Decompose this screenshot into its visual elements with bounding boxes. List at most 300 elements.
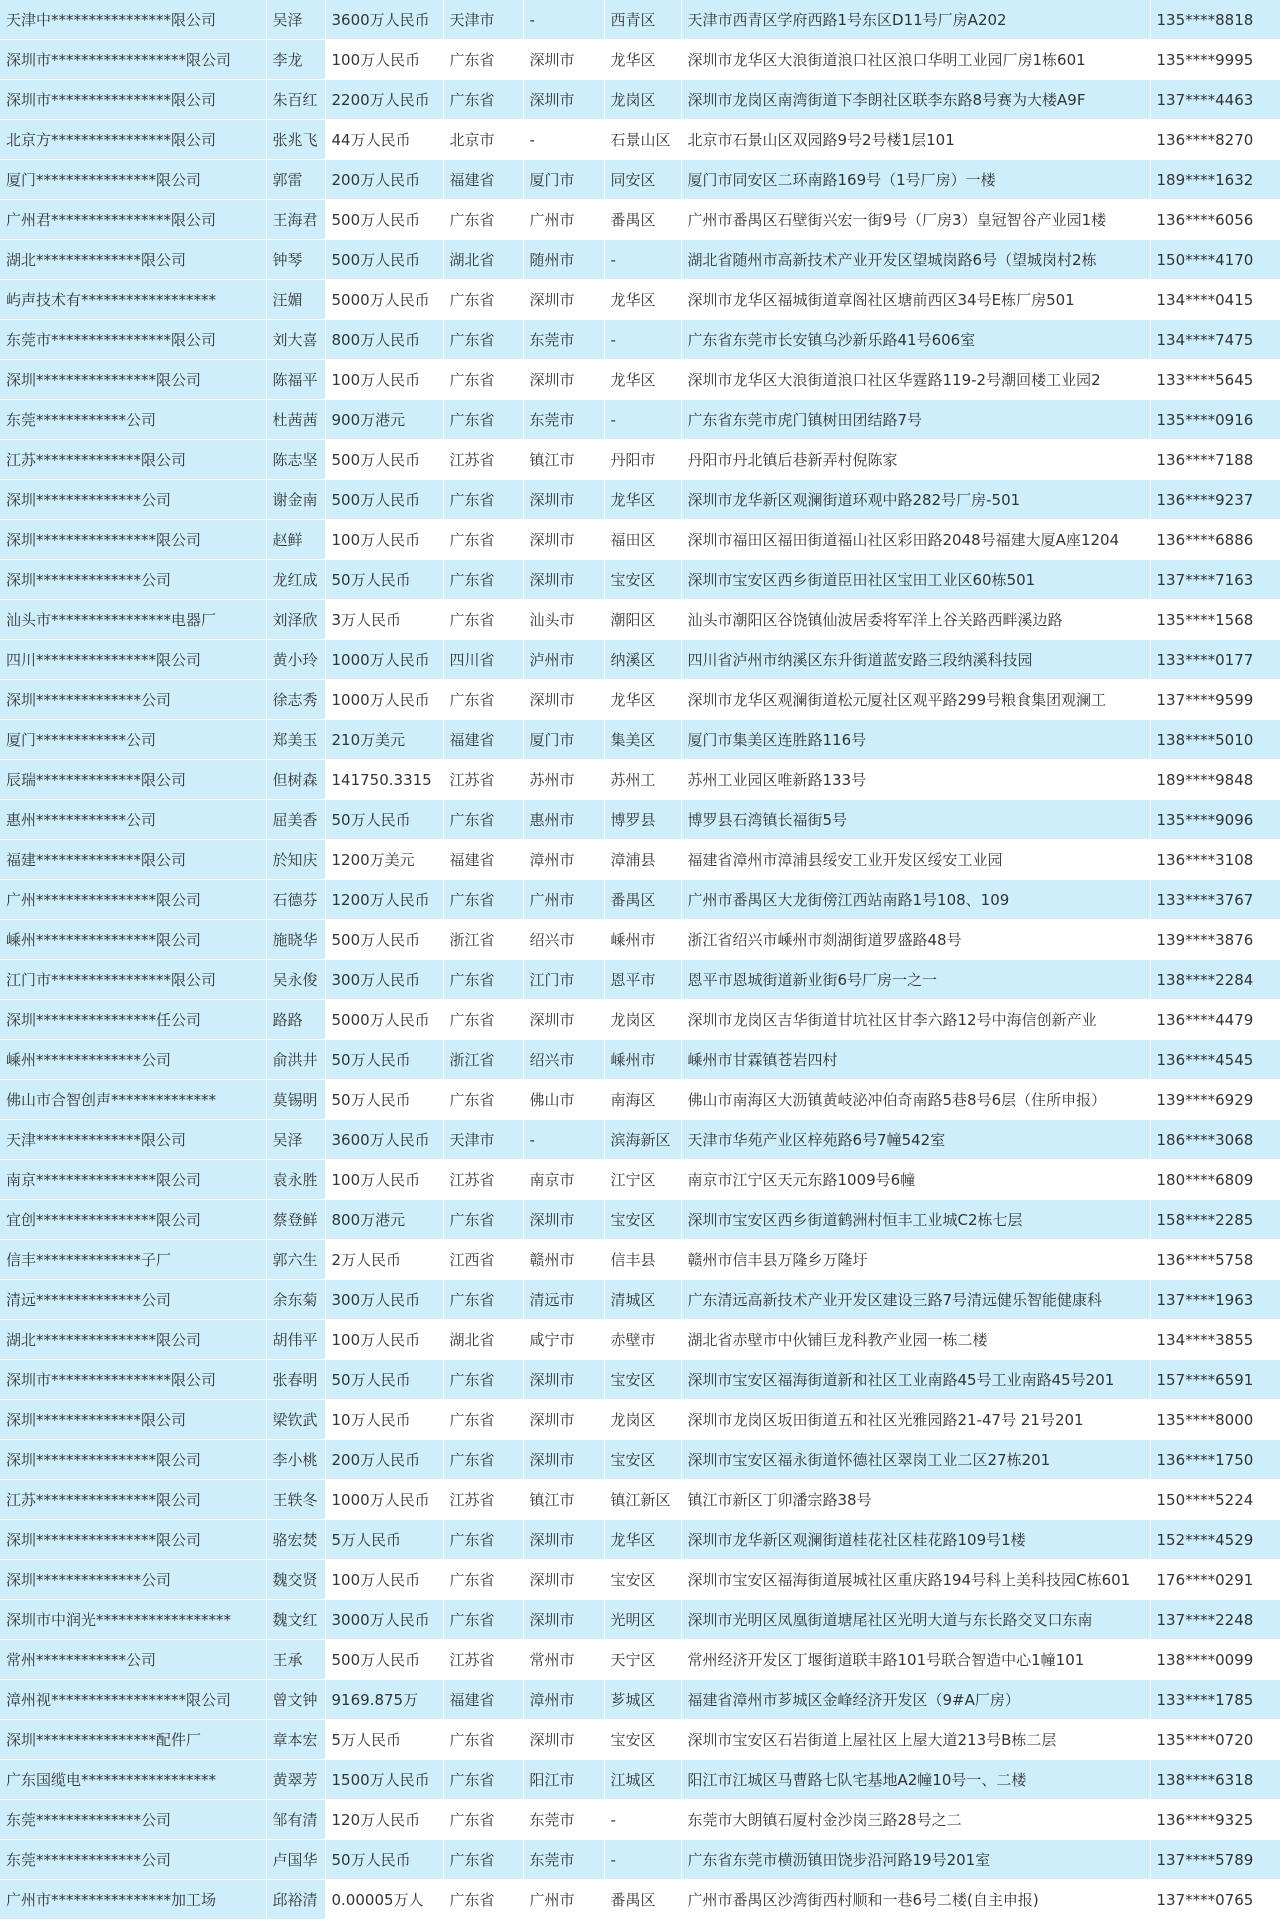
- company-name-cell: 惠州************公司: [0, 800, 266, 840]
- person-cell: 施晓华: [266, 920, 325, 960]
- table-row: [0, 760, 1280, 800]
- district-cell: 宝安区: [604, 1560, 681, 1600]
- capital-cell: 50万人民币: [325, 800, 443, 840]
- capital-cell: 3万人民币: [325, 600, 443, 640]
- phone-cell: 138****0099: [1150, 1640, 1280, 1680]
- capital-cell: 3600万人民币: [325, 1120, 443, 1160]
- city-cell: 漳州市: [523, 840, 604, 880]
- district-cell: 赤壁市: [604, 1320, 681, 1360]
- person-cell: 章本宏: [266, 1720, 325, 1760]
- province-cell: 广东省: [443, 1080, 523, 1120]
- capital-cell: 200万人民币: [325, 160, 443, 200]
- district-cell: 龙华区: [604, 360, 681, 400]
- address-cell: 东莞市大朗镇石厦村金沙岗三路28号之二: [681, 1800, 1150, 1840]
- phone-cell: 138****5010: [1150, 720, 1280, 760]
- city-cell: 惠州市: [523, 800, 604, 840]
- table-row: [0, 560, 1280, 600]
- company-name-cell: 江门市****************限公司: [0, 960, 266, 1000]
- address-cell: 广州市番禺区大龙街傍江西站南路1号108、109: [681, 880, 1150, 920]
- company-name-cell: 深圳**************公司: [0, 480, 266, 520]
- table-row: [0, 160, 1280, 200]
- person-cell: 石德芬: [266, 880, 325, 920]
- district-cell: 宝安区: [604, 1720, 681, 1760]
- capital-cell: 50万人民币: [325, 560, 443, 600]
- province-cell: 福建省: [443, 720, 523, 760]
- table-row: [0, 1560, 1280, 1600]
- city-cell: 深圳市: [523, 1600, 604, 1640]
- phone-cell: 136****4545: [1150, 1040, 1280, 1080]
- table-row: [0, 1440, 1280, 1480]
- person-cell: 张春明: [266, 1360, 325, 1400]
- city-cell: 佛山市: [523, 1080, 604, 1120]
- person-cell: 曾文钟: [266, 1680, 325, 1720]
- province-cell: 江苏省: [443, 1160, 523, 1200]
- city-cell: 东莞市: [523, 320, 604, 360]
- phone-cell: 134****0415: [1150, 280, 1280, 320]
- city-cell: 深圳市: [523, 1400, 604, 1440]
- table-row: [0, 1360, 1280, 1400]
- phone-cell: 134****3855: [1150, 1320, 1280, 1360]
- province-cell: 广东省: [443, 560, 523, 600]
- address-cell: 阳江市江城区马曹路七队宅基地A2幢10号一、二楼: [681, 1760, 1150, 1800]
- company-name-cell: 深圳****************任公司: [0, 1000, 266, 1040]
- table-row: [0, 1720, 1280, 1760]
- province-cell: 广东省: [443, 200, 523, 240]
- company-name-cell: 北京方****************限公司: [0, 120, 266, 160]
- province-cell: 广东省: [443, 80, 523, 120]
- company-name-cell: 湖北**************限公司: [0, 240, 266, 280]
- person-cell: 梁钦武: [266, 1400, 325, 1440]
- capital-cell: 100万人民币: [325, 520, 443, 560]
- city-cell: 深圳市: [523, 1200, 604, 1240]
- capital-cell: 5000万人民币: [325, 1000, 443, 1040]
- city-cell: 深圳市: [523, 520, 604, 560]
- address-cell: 佛山市南海区大沥镇黄岐泌冲伯奇南路5巷8号6层（住所申报）: [681, 1080, 1150, 1120]
- address-cell: 广州市番禺区沙湾街西村顺和一巷6号二楼(自主申报): [681, 1880, 1150, 1920]
- address-cell: 南京市江宁区天元东路1009号6幢: [681, 1160, 1150, 1200]
- district-cell: 龙华区: [604, 1520, 681, 1560]
- city-cell: 赣州市: [523, 1240, 604, 1280]
- address-cell: 常州经济开发区丁堰街道联丰路101号联合智造中心1幢101: [681, 1640, 1150, 1680]
- capital-cell: 120万人民币: [325, 1800, 443, 1840]
- company-name-cell: 常州************公司: [0, 1640, 266, 1680]
- phone-cell: 135****9096: [1150, 800, 1280, 840]
- company-name-cell: 深圳****************限公司: [0, 520, 266, 560]
- district-cell: 嵊州市: [604, 1040, 681, 1080]
- person-cell: 王轶冬: [266, 1480, 325, 1520]
- district-cell: -: [604, 1840, 681, 1880]
- address-cell: 北京市石景山区双园路9号2号楼1层101: [681, 120, 1150, 160]
- city-cell: 东莞市: [523, 1800, 604, 1840]
- phone-cell: 137****0765: [1150, 1880, 1280, 1920]
- person-cell: 王海君: [266, 200, 325, 240]
- table-row: [0, 680, 1280, 720]
- district-cell: -: [604, 320, 681, 360]
- city-cell: 深圳市: [523, 80, 604, 120]
- table-row: [0, 120, 1280, 160]
- table-row: [0, 1480, 1280, 1520]
- company-name-cell: 天津**************限公司: [0, 1120, 266, 1160]
- company-name-cell: 佛山市合智创声**************: [0, 1080, 266, 1120]
- district-cell: 番禺区: [604, 200, 681, 240]
- person-cell: 龙红成: [266, 560, 325, 600]
- address-cell: 赣州市信丰县万隆乡万隆圩: [681, 1240, 1150, 1280]
- phone-cell: 137****5789: [1150, 1840, 1280, 1880]
- province-cell: 广东省: [443, 1600, 523, 1640]
- district-cell: 江宁区: [604, 1160, 681, 1200]
- province-cell: 广东省: [443, 960, 523, 1000]
- capital-cell: 50万人民币: [325, 1840, 443, 1880]
- phone-cell: 136****9237: [1150, 480, 1280, 520]
- capital-cell: 50万人民币: [325, 1040, 443, 1080]
- table-row: [0, 280, 1280, 320]
- person-cell: 吴泽: [266, 1120, 325, 1160]
- capital-cell: 1000万人民币: [325, 680, 443, 720]
- company-name-cell: 深圳市******************限公司: [0, 40, 266, 80]
- city-cell: 咸宁市: [523, 1320, 604, 1360]
- table-row: [0, 1880, 1280, 1920]
- province-cell: 福建省: [443, 840, 523, 880]
- district-cell: -: [604, 240, 681, 280]
- person-cell: 郑美玉: [266, 720, 325, 760]
- person-cell: 骆宏焚: [266, 1520, 325, 1560]
- city-cell: 厦门市: [523, 160, 604, 200]
- company-name-cell: 广州市****************加工场: [0, 1880, 266, 1920]
- person-cell: 赵鲜: [266, 520, 325, 560]
- table-row: [0, 1280, 1280, 1320]
- table-row: [0, 1680, 1280, 1720]
- company-name-cell: 漳州视******************限公司: [0, 1680, 266, 1720]
- city-cell: 深圳市: [523, 1440, 604, 1480]
- address-cell: 厦门市同安区二环南路169号（1号厂房）一楼: [681, 160, 1150, 200]
- district-cell: 博罗县: [604, 800, 681, 840]
- capital-cell: 210万美元: [325, 720, 443, 760]
- address-cell: 浙江省绍兴市嵊州市剡湖街道罗盛路48号: [681, 920, 1150, 960]
- city-cell: 深圳市: [523, 280, 604, 320]
- capital-cell: 100万人民币: [325, 1320, 443, 1360]
- table-row: [0, 1840, 1280, 1880]
- district-cell: 恩平市: [604, 960, 681, 1000]
- province-cell: 福建省: [443, 1680, 523, 1720]
- capital-cell: 44万人民币: [325, 120, 443, 160]
- address-cell: 湖北省赤壁市中伙铺巨龙科教产业园一栋二楼: [681, 1320, 1150, 1360]
- company-name-cell: 深圳****************限公司: [0, 1440, 266, 1480]
- company-name-cell: 辰瑞**************限公司: [0, 760, 266, 800]
- city-cell: 东莞市: [523, 400, 604, 440]
- phone-cell: 136****1750: [1150, 1440, 1280, 1480]
- district-cell: 石景山区: [604, 120, 681, 160]
- company-name-cell: 南京****************限公司: [0, 1160, 266, 1200]
- phone-cell: 136****7188: [1150, 440, 1280, 480]
- capital-cell: 9169.875万: [325, 1680, 443, 1720]
- phone-cell: 138****6318: [1150, 1760, 1280, 1800]
- person-cell: 张兆飞: [266, 120, 325, 160]
- district-cell: 天宁区: [604, 1640, 681, 1680]
- province-cell: 四川省: [443, 640, 523, 680]
- province-cell: 湖北省: [443, 1320, 523, 1360]
- person-cell: 钟琴: [266, 240, 325, 280]
- person-cell: 李龙: [266, 40, 325, 80]
- company-name-cell: 深圳**************公司: [0, 560, 266, 600]
- province-cell: 广东省: [443, 1520, 523, 1560]
- city-cell: 绍兴市: [523, 1040, 604, 1080]
- address-cell: 深圳市光明区凤凰街道塘尾社区光明大道与东长路交叉口东南: [681, 1600, 1150, 1640]
- province-cell: 浙江省: [443, 920, 523, 960]
- province-cell: 广东省: [443, 40, 523, 80]
- table-row: [0, 840, 1280, 880]
- capital-cell: 10万人民币: [325, 1400, 443, 1440]
- phone-cell: 139****3876: [1150, 920, 1280, 960]
- city-cell: 苏州市: [523, 760, 604, 800]
- table-row: [0, 1520, 1280, 1560]
- city-cell: 深圳市: [523, 1000, 604, 1040]
- person-cell: 余东菊: [266, 1280, 325, 1320]
- person-cell: 陈志坚: [266, 440, 325, 480]
- table-row: [0, 1640, 1280, 1680]
- capital-cell: 500万人民币: [325, 920, 443, 960]
- province-cell: 广东省: [443, 1360, 523, 1400]
- person-cell: 邹有清: [266, 1800, 325, 1840]
- person-cell: 王承: [266, 1640, 325, 1680]
- province-cell: 湖北省: [443, 240, 523, 280]
- province-cell: 广东省: [443, 1720, 523, 1760]
- phone-cell: 136****3108: [1150, 840, 1280, 880]
- address-cell: 天津市西青区学府西路1号东区D11号厂房A202: [681, 0, 1150, 40]
- person-cell: 莫锡明: [266, 1080, 325, 1120]
- address-cell: 深圳市宝安区福海街道新和社区工业南路45号工业南路45号201: [681, 1360, 1150, 1400]
- capital-cell: 141750.3315: [325, 760, 443, 800]
- city-cell: 深圳市: [523, 1560, 604, 1600]
- phone-cell: 138****2284: [1150, 960, 1280, 1000]
- city-cell: 阳江市: [523, 1760, 604, 1800]
- table-row: [0, 1000, 1280, 1040]
- phone-cell: 137****7163: [1150, 560, 1280, 600]
- province-cell: 广东省: [443, 1200, 523, 1240]
- company-name-cell: 屿声技术有******************: [0, 280, 266, 320]
- province-cell: 福建省: [443, 160, 523, 200]
- city-cell: 深圳市: [523, 680, 604, 720]
- phone-cell: 136****5758: [1150, 1240, 1280, 1280]
- person-cell: 吴泽: [266, 0, 325, 40]
- capital-cell: 2万人民币: [325, 1240, 443, 1280]
- table-row: [0, 1120, 1280, 1160]
- company-name-cell: 四川****************限公司: [0, 640, 266, 680]
- person-cell: 吴永俊: [266, 960, 325, 1000]
- province-cell: 江苏省: [443, 1640, 523, 1680]
- table-row: [0, 960, 1280, 1000]
- province-cell: 广东省: [443, 680, 523, 720]
- phone-cell: 186****3068: [1150, 1120, 1280, 1160]
- company-name-cell: 东莞************公司: [0, 400, 266, 440]
- table-row: [0, 1760, 1280, 1800]
- address-cell: 深圳市宝安区福永街道怀德社区翠岗工业二区27栋201: [681, 1440, 1150, 1480]
- province-cell: 广东省: [443, 1280, 523, 1320]
- district-cell: 宝安区: [604, 1360, 681, 1400]
- table-row: [0, 1080, 1280, 1120]
- person-cell: 邱裕清: [266, 1880, 325, 1920]
- district-cell: 纳溪区: [604, 640, 681, 680]
- district-cell: 信丰县: [604, 1240, 681, 1280]
- person-cell: 谢金南: [266, 480, 325, 520]
- company-name-cell: 汕头市****************电器厂: [0, 600, 266, 640]
- person-cell: 刘大喜: [266, 320, 325, 360]
- person-cell: 朱百红: [266, 80, 325, 120]
- province-cell: 江西省: [443, 1240, 523, 1280]
- company-name-cell: 深圳****************限公司: [0, 360, 266, 400]
- capital-cell: 900万港元: [325, 400, 443, 440]
- city-cell: 泸州市: [523, 640, 604, 680]
- address-cell: 深圳市龙华新区观澜街道桂花社区桂花路109号1楼: [681, 1520, 1150, 1560]
- company-name-cell: 江苏****************限公司: [0, 1480, 266, 1520]
- city-cell: 深圳市: [523, 40, 604, 80]
- district-cell: 番禺区: [604, 1880, 681, 1920]
- capital-cell: 1200万人民币: [325, 880, 443, 920]
- city-cell: 广州市: [523, 880, 604, 920]
- person-cell: 但树森: [266, 760, 325, 800]
- company-name-cell: 深圳****************限公司: [0, 1520, 266, 1560]
- capital-cell: 100万人民币: [325, 1160, 443, 1200]
- city-cell: 广州市: [523, 1880, 604, 1920]
- address-cell: 深圳市龙华区观澜街道松元厦社区观平路299号粮食集团观澜工: [681, 680, 1150, 720]
- phone-cell: 189****1632: [1150, 160, 1280, 200]
- province-cell: 广东省: [443, 1840, 523, 1880]
- city-cell: 绍兴市: [523, 920, 604, 960]
- phone-cell: 189****9848: [1150, 760, 1280, 800]
- person-cell: 俞洪井: [266, 1040, 325, 1080]
- table-row: [0, 1240, 1280, 1280]
- person-cell: 卢国华: [266, 1840, 325, 1880]
- district-cell: 龙华区: [604, 480, 681, 520]
- district-cell: 潮阳区: [604, 600, 681, 640]
- district-cell: 镇江新区: [604, 1480, 681, 1520]
- person-cell: 魏文红: [266, 1600, 325, 1640]
- company-name-cell: 厦门****************限公司: [0, 160, 266, 200]
- address-cell: 嵊州市甘霖镇苍岩四村: [681, 1040, 1150, 1080]
- company-name-cell: 厦门************公司: [0, 720, 266, 760]
- address-cell: 深圳市龙岗区坂田街道五和社区光雅园路21-47号 21号201: [681, 1400, 1150, 1440]
- phone-cell: 133****0177: [1150, 640, 1280, 680]
- company-name-cell: 天津中****************限公司: [0, 0, 266, 40]
- person-cell: 陈福平: [266, 360, 325, 400]
- phone-cell: 135****1568: [1150, 600, 1280, 640]
- address-cell: 深圳市宝安区福海街道展城社区重庆路194号科上美科技园C栋601: [681, 1560, 1150, 1600]
- table-row: [0, 800, 1280, 840]
- city-cell: 深圳市: [523, 560, 604, 600]
- table-row: [0, 320, 1280, 360]
- capital-cell: 2200万人民币: [325, 80, 443, 120]
- table-row: [0, 640, 1280, 680]
- table-row: [0, 200, 1280, 240]
- capital-cell: 100万人民币: [325, 360, 443, 400]
- phone-cell: 134****7475: [1150, 320, 1280, 360]
- company-name-cell: 广州君****************限公司: [0, 200, 266, 240]
- capital-cell: 1200万美元: [325, 840, 443, 880]
- city-cell: 深圳市: [523, 1360, 604, 1400]
- province-cell: 广东省: [443, 1000, 523, 1040]
- district-cell: 龙岗区: [604, 1400, 681, 1440]
- phone-cell: 137****2248: [1150, 1600, 1280, 1640]
- company-name-cell: 嵊州**************公司: [0, 1040, 266, 1080]
- address-cell: 广东省东莞市虎门镇树田团结路7号: [681, 400, 1150, 440]
- district-cell: 光明区: [604, 1600, 681, 1640]
- district-cell: 龙岗区: [604, 80, 681, 120]
- person-cell: 胡伟平: [266, 1320, 325, 1360]
- city-cell: -: [523, 1120, 604, 1160]
- address-cell: 深圳市龙岗区吉华街道甘坑社区甘李六路12号中海信创新产业: [681, 1000, 1150, 1040]
- person-cell: 袁永胜: [266, 1160, 325, 1200]
- province-cell: 浙江省: [443, 1040, 523, 1080]
- district-cell: 宝安区: [604, 1200, 681, 1240]
- address-cell: 广东清远高新技术产业开发区建设三路7号清远健乐智能健康科: [681, 1280, 1150, 1320]
- city-cell: 汕头市: [523, 600, 604, 640]
- phone-cell: 136****6886: [1150, 520, 1280, 560]
- table-row: [0, 920, 1280, 960]
- table-row: [0, 1400, 1280, 1440]
- province-cell: 广东省: [443, 280, 523, 320]
- capital-cell: 50万人民币: [325, 1360, 443, 1400]
- capital-cell: 200万人民币: [325, 1440, 443, 1480]
- capital-cell: 1000万人民币: [325, 640, 443, 680]
- address-cell: 深圳市宝安区西乡街道臣田社区宝田工业区60栋501: [681, 560, 1150, 600]
- capital-cell: 800万港元: [325, 1200, 443, 1240]
- phone-cell: 133****1785: [1150, 1680, 1280, 1720]
- province-cell: 天津市: [443, 1120, 523, 1160]
- company-name-cell: 深圳**************公司: [0, 680, 266, 720]
- city-cell: 东莞市: [523, 1840, 604, 1880]
- phone-cell: 135****0720: [1150, 1720, 1280, 1760]
- address-cell: 福建省漳州市芗城区金峰经济开发区（9#A厂房）: [681, 1680, 1150, 1720]
- province-cell: 北京市: [443, 120, 523, 160]
- table-row: [0, 520, 1280, 560]
- city-cell: 深圳市: [523, 480, 604, 520]
- company-name-cell: 福建**************限公司: [0, 840, 266, 880]
- district-cell: 西青区: [604, 0, 681, 40]
- address-cell: 天津市华苑产业区梓苑路6号7幢542室: [681, 1120, 1150, 1160]
- capital-cell: 500万人民币: [325, 1640, 443, 1680]
- district-cell: 漳浦县: [604, 840, 681, 880]
- person-cell: 屈美香: [266, 800, 325, 840]
- address-cell: 丹阳市丹北镇后巷新弄村倪陈家: [681, 440, 1150, 480]
- person-cell: 黄小玲: [266, 640, 325, 680]
- company-name-cell: 宜创****************限公司: [0, 1200, 266, 1240]
- phone-cell: 137****1963: [1150, 1280, 1280, 1320]
- person-cell: 汪媚: [266, 280, 325, 320]
- capital-cell: 1500万人民币: [325, 1760, 443, 1800]
- province-cell: 广东省: [443, 480, 523, 520]
- person-cell: 徐志秀: [266, 680, 325, 720]
- district-cell: 集美区: [604, 720, 681, 760]
- district-cell: -: [604, 1800, 681, 1840]
- company-name-cell: 广东国缆电******************: [0, 1760, 266, 1800]
- address-cell: 镇江市新区丁卯潘宗路38号: [681, 1480, 1150, 1520]
- address-cell: 湖北省随州市高新技术产业开发区望城岗路6号（望城岗村2栋: [681, 240, 1150, 280]
- capital-cell: 3600万人民币: [325, 0, 443, 40]
- table-row: [0, 1040, 1280, 1080]
- province-cell: 江苏省: [443, 1480, 523, 1520]
- capital-cell: 500万人民币: [325, 200, 443, 240]
- address-cell: 深圳市福田区福田街道福山社区彩田路2048号福建大厦A座1204: [681, 520, 1150, 560]
- phone-cell: 133****5645: [1150, 360, 1280, 400]
- province-cell: 广东省: [443, 520, 523, 560]
- province-cell: 广东省: [443, 1560, 523, 1600]
- province-cell: 天津市: [443, 0, 523, 40]
- district-cell: 福田区: [604, 520, 681, 560]
- phone-cell: 136****8270: [1150, 120, 1280, 160]
- province-cell: 广东省: [443, 880, 523, 920]
- phone-cell: 176****0291: [1150, 1560, 1280, 1600]
- table-row: [0, 1200, 1280, 1240]
- capital-cell: 100万人民币: [325, 1560, 443, 1600]
